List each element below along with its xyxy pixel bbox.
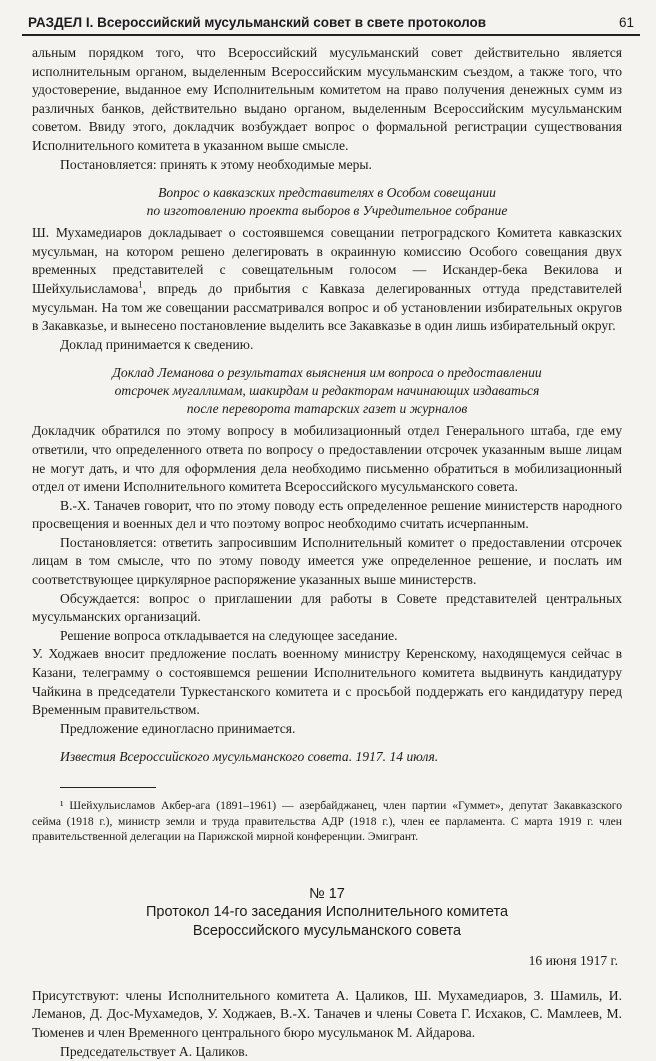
footnote-marker[interactable]: 1: [138, 279, 143, 290]
section-heading-line: после переворота татарских газет и журналов: [186, 401, 468, 417]
section-heading-line: по изготовлению проекта выборов в Учредительное собрание: [146, 203, 508, 219]
section-heading-line: Доклад Леманова о результатах выяснения им вопроса о предоставлении: [112, 365, 542, 381]
section-heading: [32, 184, 622, 220]
section-title: РАЗДЕЛ I. Всероссийский мусульманский совет в свете протоколов: [28, 15, 487, 30]
paragraph: Решение вопроса откладывается на следующее заседание.: [60, 627, 398, 643]
paragraph: Предложение единогласно принимается.: [60, 720, 296, 736]
paragraph: Председательствует А. Цаликов.: [60, 1043, 249, 1059]
page-body: [32, 44, 622, 1061]
paragraph: [32, 224, 622, 336]
paragraph: Докладчик обратился по этому вопросу в мобилизационный отдел Генерального штаба, где ему ответили, что определенного ответа по вопросу о предоставлении отсрочек указанным выше лицам не могут дать, и что для оформления дела необходимо письменно обратиться в мобилизационный отдел от имени Исполнительного комитета Всероссийского мусульманского совета.: [32, 423, 622, 495]
document-title-line: Всероссийского мусульманского совета: [192, 922, 462, 939]
section-heading-line: отсрочек мугаллимам, шакирдам и редакторам начинающих издаваться: [114, 383, 540, 399]
footnote-divider: [60, 787, 156, 788]
paragraph-text: , впредь до прибытия с Кавказа делегированных оттуда представителей мусульман. На том же совещании рассматривался вопрос и об установлении избирательных округов в Закавказье, и вынесено постановление выделить все Закавказье в один лишь избирательный округ.: [32, 280, 622, 334]
section-heading: [32, 364, 622, 418]
page-header: [22, 12, 640, 36]
paragraph: Присутствуют: члены Исполнительного комитета А. Цаликов, Ш. Мухамедиаров, З. Шамиль, И. Леманов, Д. Дос-Мухамедов, У. Ходжаев, В.-Х. Таначев и члены Совета Г. Исхаков, С. Мамлеев, М. Тюменев и член Временного центрального бюро мусульманок М. Айдарова.: [32, 987, 622, 1041]
paragraph-text: Ш. Мухамедиаров докладывает о состоявшемся совещании петроградского Комитета кавказских мусульман, на котором решено делегировать в окраинную комиссию Особого совещания двух временных представителей с совещательным голосом — Искандер-бека Векилова и Шейхульисламова: [32, 225, 622, 296]
paragraph: У. Ходжаев вносит предложение послать военному министру Керенскому, находящемуся сейчас в Казани, телеграмму о состоявшемся решении Исполнительного комитета выдвинуть кандидатуру Чайкина в председатели Туркестанского комитета и с просьбой поддержать его кандидатуру перед Временным правительством.: [32, 646, 622, 718]
document-number: № 17: [309, 885, 345, 902]
paragraph: Доклад принимается к сведению.: [60, 336, 254, 352]
paragraph: альным порядком того, что Всероссийский мусульманский совет действительно является исполнительным органом, выделенным Всероссийским мусульманским съездом, а также того, что удостоверение, выданное ему Исполнительным комитетом на право получения денежных сумм из различных банков, действительно выдано органом, выделенным Всероссийским мусульманским советом. Ввиду этого, докладчик возбуждает вопрос о формальной регистрации существования Исполнительного комитета в указанном выше смысле.: [32, 45, 622, 153]
section-heading-line: Вопрос о кавказских представителях в Особом совещании: [158, 185, 496, 201]
paragraph: Постановляется: ответить запросившим Исполнительный комитет о предоставлении отсрочек лицам в том смысле, что по этому поводу имеется уже определенное решение, и послать им соответствующее циркулярное распоряжение указанных выше министерств.: [32, 534, 622, 588]
paragraph: В.-Х. Таначев говорит, что по этому поводу есть определенное решение министерств народного просвещения и военных дел и что поэтому вопрос необходимо считать исчерпанным.: [32, 497, 622, 532]
paragraph: Обсуждается: вопрос о приглашении для работы в Совете представителей центральных мусульманских организаций.: [32, 590, 622, 625]
document-title-line: Протокол 14-го заседания Исполнительного комитета: [145, 904, 509, 921]
page-number: 61: [618, 15, 634, 30]
footnote: ¹ Шейхульисламов Акбер-ага (1891–1961) — азербайджанец, член партии «Гуммет», депутат Закавказского сейма (1918 г.), министр земли и труда правительства АДР (1918 г.), член ее парламента. С марта 1919 г. член правительственной делегации на Парижской мирной конференции. Эмигрант.: [32, 799, 622, 844]
paragraph: Постановляется: принять к этому необходимые меры.: [60, 156, 372, 172]
source-citation: Известия Всероссийского мусульманского совета. 1917. 14 июля.: [60, 749, 439, 765]
document-title: [32, 885, 622, 941]
document-date: 16 июня 1917 г.: [528, 953, 618, 969]
